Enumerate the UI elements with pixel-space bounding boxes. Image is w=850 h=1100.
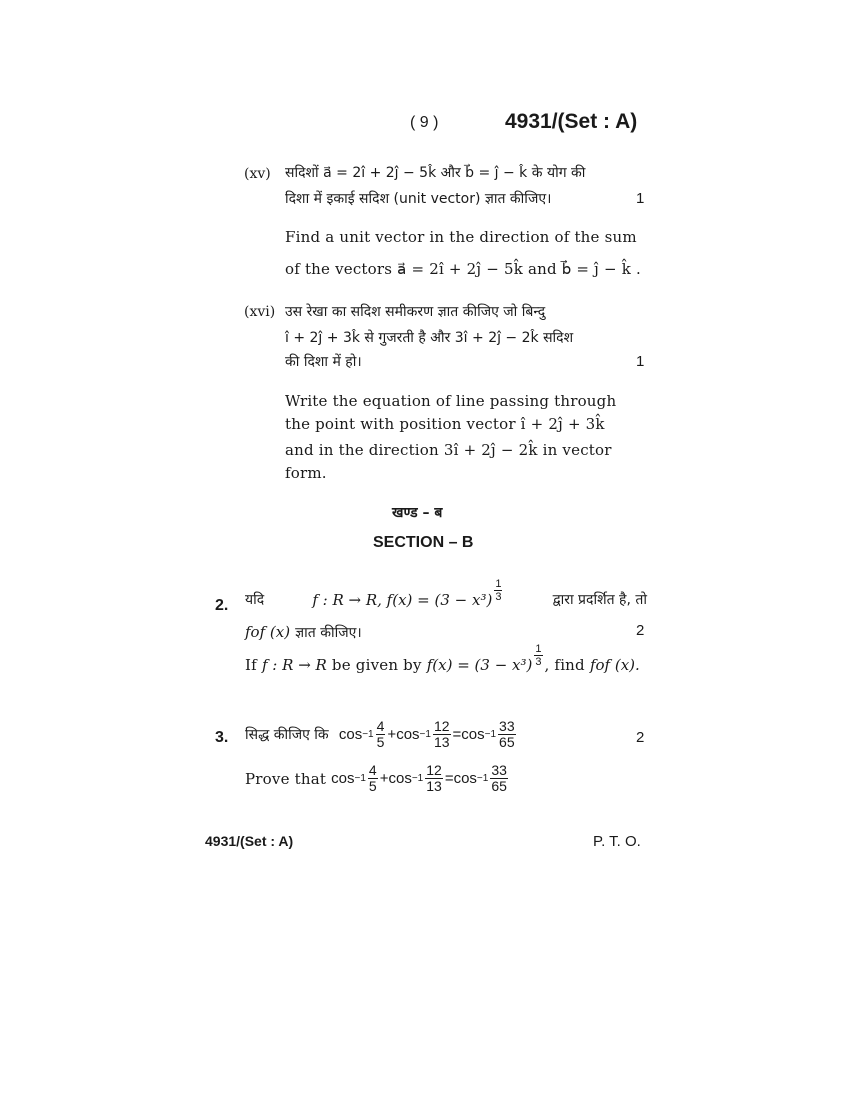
page-number: ( 9 ) (410, 114, 439, 131)
q2-exponent (494, 578, 502, 603)
denominator: 65 (491, 778, 507, 794)
question-number-2: 2. (215, 597, 229, 614)
q2-hindi-line1 (245, 578, 647, 609)
q3-english-line (245, 763, 510, 794)
q2-function-math: f : R → R, f(x) = (3 − x³) (312, 590, 493, 609)
numerator: 4 (376, 718, 385, 734)
q-xv-marks: 1 (636, 190, 645, 207)
fraction-33-65 (498, 719, 516, 750)
q2-hindi-prefix: यदि (245, 592, 265, 608)
q-xv-english-line1: Find a unit vector in the direction of the sum (285, 228, 637, 246)
numerator: 33 (499, 718, 515, 734)
q-xvi-hindi-line2: î + 2ĵ + 3k̂ से गुजरती है और 3î + 2ĵ − 2k̂ सदिश (285, 330, 574, 346)
question-number-3: 3. (215, 729, 229, 746)
please-turn-over: P. T. O. (593, 833, 641, 850)
inverse-sup: −1 (362, 729, 374, 740)
cos-label: cos (461, 726, 485, 743)
q-xv-hindi-line2: दिशा में इकाई सदिश (unit vector) ज्ञात कीजिए। (285, 191, 552, 207)
equals-sign: = (444, 770, 454, 787)
section-title-hindi: खण्ड – ब (392, 505, 443, 521)
denominator: 5 (376, 734, 385, 750)
q-xvi-english-line1: Write the equation of line passing through (285, 392, 617, 410)
fraction-33-65 (490, 763, 508, 794)
fraction-4-5 (376, 719, 386, 750)
q-xvi-english-line3: and in the direction 3î + 2ĵ − 2k̂ in vector (285, 441, 612, 459)
q2-en-suffix: , find (544, 655, 585, 674)
question-number-xvi: (xvi) (244, 304, 276, 320)
q2-marks: 2 (636, 622, 645, 639)
q2-english-line (245, 643, 640, 674)
exponent-numerator: 1 (495, 578, 502, 590)
fraction-4-5 (368, 763, 378, 794)
q3-english-prefix: Prove that (245, 769, 327, 788)
q2-en-mid: be given by (331, 655, 422, 674)
question-number-xv: (xv) (244, 166, 271, 182)
inverse-sup: −1 (411, 773, 424, 784)
exponent-numerator: 1 (535, 643, 542, 655)
q3-hindi-line (245, 719, 518, 750)
q2-hindi-find: ज्ञात कीजिए। (295, 625, 362, 641)
plus-sign: + (379, 770, 389, 787)
q2-en-mapping: f : R → R (261, 655, 327, 674)
paper-code-header: 4931/(Set : A) (505, 110, 638, 133)
q2-en-exponent (534, 643, 542, 668)
q-xvi-hindi-line3: की दिशा में हो। (285, 354, 362, 370)
cos-label: cos (331, 770, 355, 787)
cos-label: cos (396, 726, 420, 743)
q2-en-fof: fof (x). (589, 655, 640, 674)
fraction-12-13 (425, 763, 443, 794)
equals-sign: = (452, 726, 462, 743)
cos-label: cos (453, 770, 477, 787)
denominator: 5 (368, 778, 377, 794)
q-xvi-marks: 1 (636, 353, 645, 370)
inverse-sup: −1 (354, 773, 366, 784)
q2-function-expression (312, 578, 504, 609)
inverse-sup: −1 (419, 729, 431, 740)
q2-hindi-suffix: द्वारा प्रदर्शित है, तो (552, 592, 647, 608)
q2-en-function: f(x) = (3 − x³) (426, 655, 533, 674)
exponent-denominator: 3 (495, 591, 502, 603)
cos-label: cos (388, 770, 412, 787)
numerator: 12 (433, 718, 450, 734)
paper-code-footer: 4931/(Set : A) (205, 833, 294, 849)
q2-fof-math: fof (x) (245, 623, 291, 641)
numerator: 12 (426, 762, 442, 778)
fraction-12-13 (433, 719, 451, 750)
exponent-denominator: 3 (535, 656, 542, 668)
section-title-english: SECTION – B (373, 534, 474, 551)
numerator: 4 (368, 762, 377, 778)
q-xvi-hindi-line1: उस रेखा का सदिश समीकरण ज्ञात कीजिए जो बिन्दु (285, 304, 546, 320)
q-xvi-english-line4: form. (285, 464, 327, 482)
numerator: 33 (491, 762, 507, 778)
q-xv-english-line2: of the vectors a⃗ = 2î + 2ĵ − 5k̂ and b⃗ = ĵ − k̂ . (285, 260, 641, 278)
denominator: 65 (499, 734, 515, 750)
inverse-sup: −1 (476, 773, 489, 784)
denominator: 13 (426, 778, 442, 794)
denominator: 13 (433, 734, 450, 750)
q3-hindi-prefix: सिद्ध कीजिए कि (245, 727, 329, 743)
cos-label: cos (338, 726, 363, 743)
q2-en-prefix: If (245, 655, 257, 674)
inverse-sup: −1 (484, 729, 497, 740)
q-xv-hindi-line1: सदिशों a⃗ = 2î + 2ĵ − 5k̂ और b⃗ = ĵ − k̂ के योग की (285, 165, 586, 181)
q-xvi-english-line2: the point with position vector î + 2ĵ + 3k̂ (285, 415, 605, 433)
q3-marks: 2 (636, 729, 645, 746)
plus-sign: + (387, 726, 397, 743)
q2-hindi-line2 (245, 622, 362, 642)
